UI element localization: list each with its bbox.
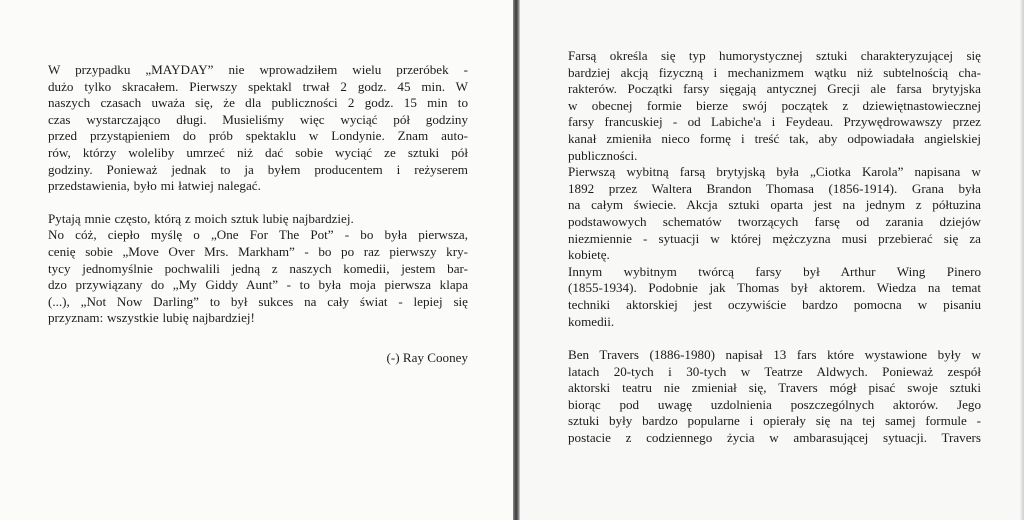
right-paragraph-1 xyxy=(568,48,981,164)
text-line: na całym świecie. Akcja sztuki oparta jest na jednym z półtuzina xyxy=(568,197,981,213)
text-line: bardziej akcją fizyczną i mechanizmem wątku niż subtelnością cha- xyxy=(568,64,981,80)
text-line: kanał zmieniła nieco formę i treść tak, aby odpowiadała angielskiej xyxy=(568,130,981,146)
right-paragraph-4 xyxy=(568,347,981,447)
text-line: Ben Travers (1886-1980) napisał 13 fars które wystawione były w xyxy=(568,347,981,363)
text-line: No cóż, ciepło myślę o „One For The Pot” - bo była pierwsza, xyxy=(48,227,468,243)
text-line: niezmiennie - sytuacji w której mężczyzna musi przebierać się za xyxy=(568,230,981,246)
text-line: przyznam: wszystkie lubię najbardziej! xyxy=(48,310,255,326)
text-line: farsy francuskiej - od Labiche'a i Feydeau. Przywędrowawszy przez xyxy=(568,114,981,130)
left-paragraph-2 xyxy=(48,211,468,327)
text-line: rakterów. Początki farsy sięgają antycznej Grecji ale farsa brytyjska xyxy=(568,81,981,97)
right-page xyxy=(520,0,1024,520)
text-line: W przypadku „MAYDAY” nie wprowadziłem wielu przeróbek - xyxy=(48,62,468,77)
page-edge xyxy=(1020,0,1024,520)
book-gutter xyxy=(513,0,520,520)
right-paragraph-3 xyxy=(568,264,981,330)
text-line: kobietę. xyxy=(568,247,610,263)
text-line: rów, którzy woleliby umrzeć niż dać sobie wyciąć ze sztuki pół xyxy=(48,144,468,160)
text-line: 1892 przez Waltera Brandon Thomasa (1856-1914). Grana była xyxy=(568,180,981,196)
text-line: aktorski teatru nie zmieniał się, Travers mógł pisać swoje sztuki xyxy=(568,380,981,396)
text-line: (1855-1934). Podobnie jak Thomas był aktorem. Wiedza na temat xyxy=(568,280,981,296)
text-line: latach 20-tych i 30-tych w Teatrze Aldwych. Ponieważ zespół xyxy=(568,363,981,379)
signature: (-) Ray Cooney xyxy=(386,350,468,365)
right-paragraph-2 xyxy=(568,164,981,264)
text-line: techniki aktorskiej jest oczywiście bardzo pomocna w pisaniu xyxy=(568,296,981,312)
text-line: podstawowych schematów tworzących farsę od zarania dziejów xyxy=(568,213,981,229)
text-line: Farsą określa się typ humorystycznej sztuki charakteryzującej się xyxy=(568,48,981,63)
text-line: Pierwszą wybitną farsą brytyjską była „Ciotka Karola” napisana w xyxy=(568,164,981,180)
text-line: w obecnej formie bierze swój początek z dziewiętnastowiecznej xyxy=(568,97,981,113)
text-line: przedstawienia, było mi łatwiej nalegać. xyxy=(48,178,261,194)
text-line: (...), „Not Now Darling” to był sukces na cały świat - lepiej się xyxy=(48,293,468,309)
text-line: publiczności. xyxy=(568,147,638,163)
right-page-text xyxy=(568,48,981,447)
text-line: Innym wybitnym twórcą farsy był Arthur Wing Pinero xyxy=(568,263,981,279)
text-line: sztuki były bardzo popularne i opierały się na tej samej formule - xyxy=(568,413,981,429)
left-page-text xyxy=(48,62,468,327)
text-line: godziny. Ponieważ jednak to ja byłem producentem i reżyserem xyxy=(48,161,468,177)
text-line: cenię sobie „Move Over Mrs. Markham” - bo po raz pierwszy kry- xyxy=(48,243,468,259)
text-line: postacie z codziennego życia w ambarasującej sytuacji. Travers xyxy=(568,430,981,446)
text-line: dzo przywiązany do „My Giddy Aunt” - to była moja pierwsza klapa xyxy=(48,277,468,293)
left-paragraph-1 xyxy=(48,62,468,195)
text-line: dużo tylko skracałem. Pierwszy spektakl trwał 2 godz. 45 min. W xyxy=(48,78,468,94)
text-line: czas wystarczająco długi. Musieliśmy więc wyciąć pół godziny xyxy=(48,111,468,127)
text-line: przed przystąpieniem do prób spektaklu w Londynie. Znam auto- xyxy=(48,128,468,144)
text-line: naszych czasach uważa się, że dla publiczności 2 godz. 15 min to xyxy=(48,95,468,111)
text-line: tycy jednomyślnie pochwalili jedną z naszych komedii, jestem bar- xyxy=(48,260,468,276)
text-line: biorąc pod uwagę uzdolnienia poszczególnych aktorów. Jego xyxy=(568,396,981,412)
text-line: komedii. xyxy=(568,313,615,329)
text-line: Pytają mnie często, którą z moich sztuk lubię najbardziej. xyxy=(48,210,354,226)
